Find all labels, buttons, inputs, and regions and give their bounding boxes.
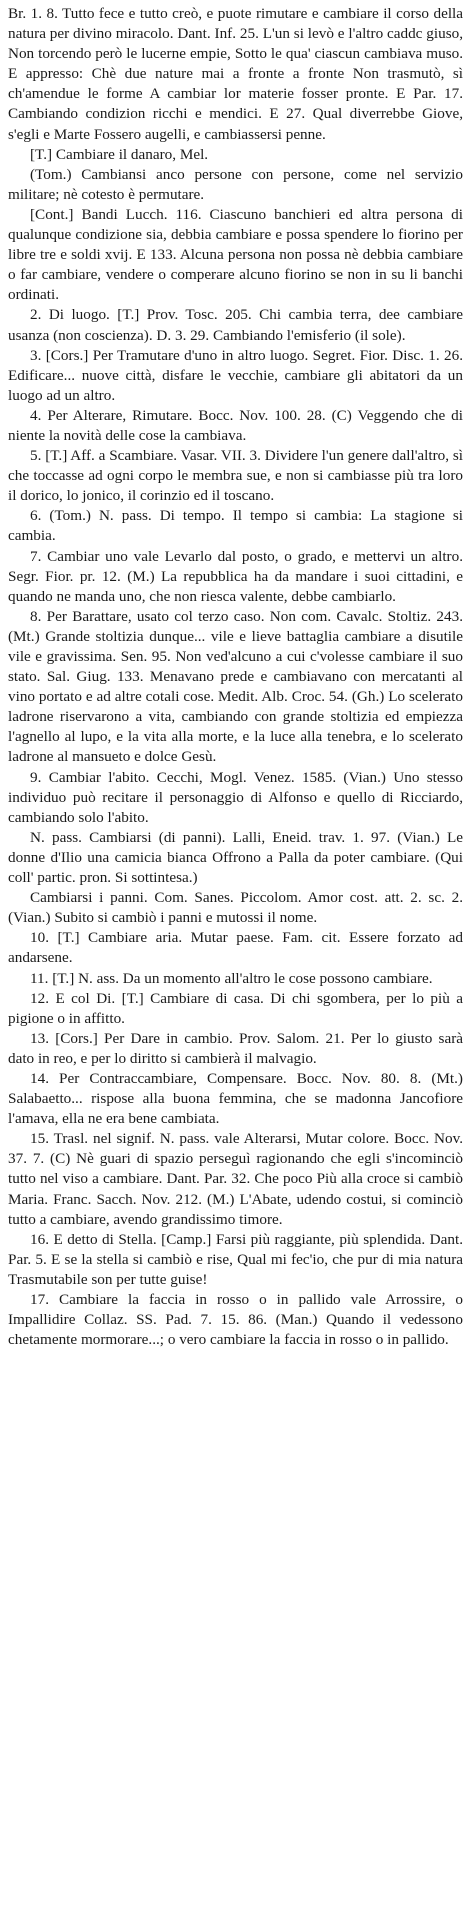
entry-sense-3: 3. [Cors.] Per Tramutare d'uno in altro luogo. Segret. Fior. Disc. 1. 26. Edificare... nuove città, disfare le vecchie, cambiare gli abitatori da un luogo ad un altro. [8, 346, 463, 404]
entry-sense-8: 8. Per Barattare, usato col terzo caso. Non com. Cavalc. Stoltiz. 243. (Mt.) Grande stoltizia dunque... vile e lieve battaglia cambiare a disutile vile e gravissima. Sen. 95. Non ved'alcuno a cui c'volesse cambiare il suo stato. Sal. Giug. 133. Menavano prede e cambiavano con mercatanti al vino portato e ad altre cotali cose. Medit. Alb. Croc. 54. (Gh.) Lo scelerato ladrone riservarono a vita, cambiando con grande stoltizia ed empiezza l'agnello al lupo, e la vita alla morte, e la luce alla tenebra, e lo scelerato ladrone al mansueto e dolce Gesù. [8, 607, 463, 766]
entry-sense-12: 12. E col Di. [T.] Cambiare di casa. Di chi sgombera, per lo più a pigione o in affitto. [8, 989, 463, 1027]
entry-sense-9-panni: Cambiarsi i panni. Com. Sanes. Piccolom. Amor cost. att. 2. sc. 2. (Vian.) Subito si cambiò i panni e mutossi il nome. [8, 889, 463, 927]
entry-paragraph-intro: Br. 1. 8. Tutto fece e tutto creò, e puote rimutare e cambiare il corso della natura per divino miracolo. Dant. Inf. 25. L'un si levò e l'altro caddc giuso, Non torcendo però le lucerne empie, Sotto le qua' ciascun cambiava muso. E appresso: Chè due nature mai a fronte a fronte Non trasmutò, sì ch'amendue le forme A cambiar lor materie fosser pronte. E Par. 17. Cambiando condizion ricchi e mendici. E 27. Qual diverrebbe Giove, s'egli e Marte Fossero augelli, e cambiassersi penne. [8, 5, 463, 143]
entry-sense-11: 11. [T.] N. ass. Da un momento all'altro le cose possono cambiare. [30, 969, 433, 987]
entry-sense-6: 6. (Tom.) N. pass. Di tempo. Il tempo si cambia: La stagione si cambia. [8, 507, 463, 545]
entry-sense-17: 17. Cambiare la faccia in rosso o in pallido vale Arrossire, o Impallidire Collaz. SS. Pad. 7. 15. 86. (Man.) Quando il vedessono chetamente mormorare...; o vero cambiare la faccia in rosso o in pallido. [8, 1291, 463, 1349]
entry-sense-13: 13. [Cors.] Per Dare in cambio. Prov. Salom. 21. Per lo giusto sarà dato in reo, e per lo diritto si cambierà il malvagio. [8, 1029, 463, 1067]
entry-sense-9-pass: N. pass. Cambiarsi (di panni). Lalli, Eneid. trav. 1. 97. (Vian.) Le donne d'Ilio una camicia bianca Offrono a Palla da poter cambiare. (Qui coll' partic. pron. Si sottintesa.) [8, 828, 463, 887]
entry-paragraph-cambiare-danaro: [T.] Cambiare il danaro, Mel. [30, 145, 209, 163]
entry-sense-9: 9. Cambiar l'abito. Cecchi, Mogl. Venez. 1585. (Vian.) Uno stesso individuo può recitare il personaggio di Alfonso e quello di Ricciardo, cambiando solo l'abito. [8, 768, 463, 826]
entry-paragraph-bandi-lucch: [Cont.] Bandi Lucch. 116. Ciascuno banchieri ed altra persona di qualunque condizione sia, debbia cambiare e possa spendere lo fiorino per libre tre e soldi xvij. E 133. Alcuna persona non possa nè debbia cambiare o far cambiare, vendere o comperare alcuno fiorino se non in su li banchi ordinati. [8, 205, 463, 304]
entry-sense-5: 5. [T.] Aff. a Scambiare. Vasar. VII. 3. Dividere l'un genere dall'altro, sì che toccasse ad ogni corpo le membra sue, e non si cambiasse più tra loro il dorico, lo jonico, il corinzio ed il toscano. [8, 447, 463, 505]
entry-sense-15: 15. Trasl. nel signif. N. pass. vale Alterarsi, Mutar colore. Bocc. Nov. 37. 7. (C) Nè guari di spazio perseguì ragionando che egli s'incominciò tutto nel viso a cambiare. Dant. Par. 32. Che poco Più alla croce si cambiò Maria. Franc. Sacch. Nov. 212. (M.) L'Abate, udendo costui, si cominciò tutto a cambiare, avendo grandissimo timore. [8, 1130, 463, 1228]
entry-sense-14: 14. Per Contraccambiare, Compensare. Bocc. Nov. 80. 8. (Mt.) Salabaetto... rispose alla buona femmina, che se madonna Jancofiore l'amava, ella ne era bene cambiata. [8, 1069, 463, 1128]
entry-sense-7: 7. Cambiar uno vale Levarlo dal posto, o grado, e mettervi un altro. Segr. Fior. pr. 12. (M.) La repubblica ha da mandare i suoi cittadini, e quando ne manda uno, che non riesca valente, debbe cambiarlo. [8, 547, 463, 605]
entry-sense-16: 16. E detto di Stella. [Camp.] Farsi più raggiante, più splendida. Dant. Par. 5. E se la stella si cambiò e rise, Qual mi fec'io, che pur di mia natura Trasmutabile son per tutte guise! [8, 1230, 463, 1288]
entry-sense-2: 2. Di luogo. [T.] Prov. Tosc. 205. Chi cambia terra, dee cambiare usanza (non coscienza). D. 3. 29. Cambiando l'emisferio (il sole). [8, 306, 463, 344]
entry-sense-4: 4. Per Alterare, Rimutare. Bocc. Nov. 100. 28. (C) Veggendo che di niente la novità delle cose la cambiava. [8, 406, 463, 444]
entry-paragraph-persone: (Tom.) Cambiansi anco persone con persone, come nel servizio militare; nè cotesto è permutare. [8, 165, 463, 203]
entry-sense-10: 10. [T.] Cambiare aria. Mutar paese. Fam. cit. Essere forzato ad andarsene. [8, 929, 463, 967]
